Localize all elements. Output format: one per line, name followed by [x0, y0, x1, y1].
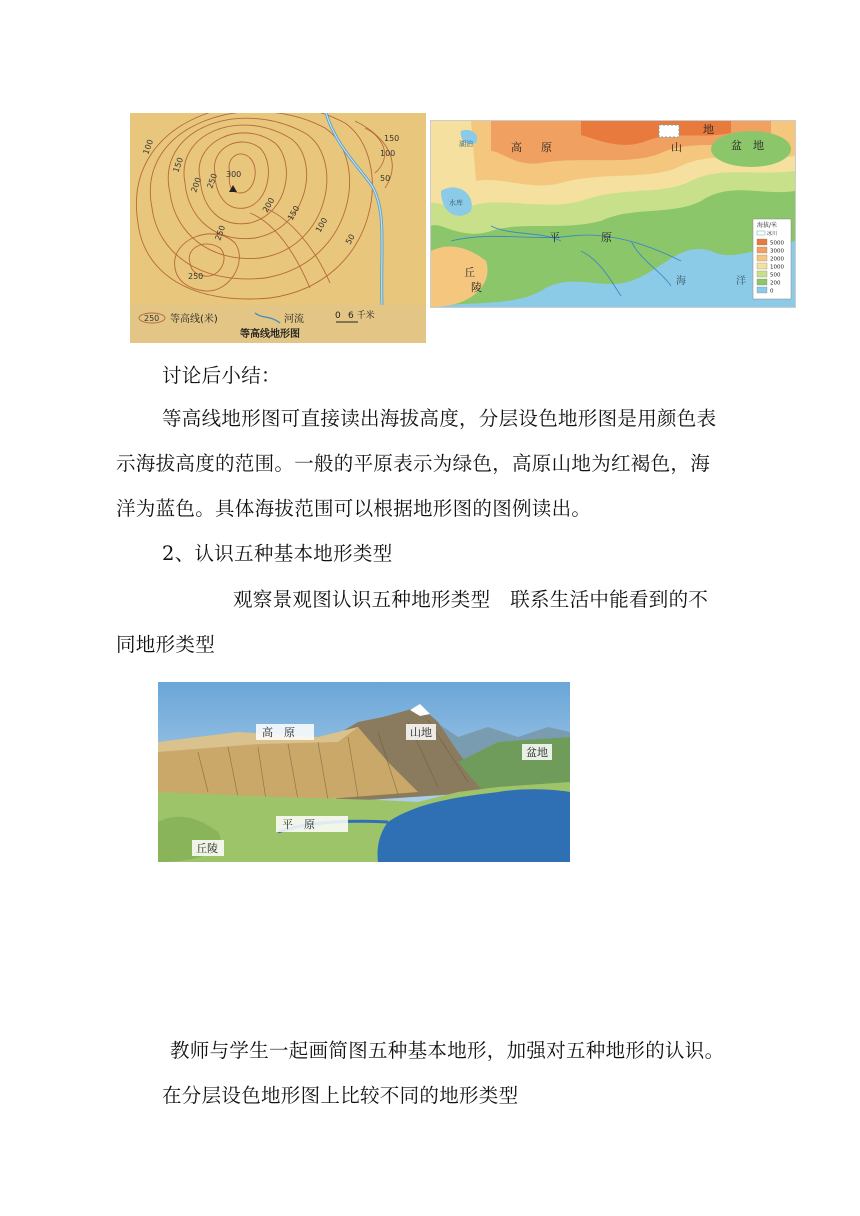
summary-line-3: 洋为蓝色。具体海拔范围可以根据地形图的图例读出。: [116, 497, 592, 520]
svg-text:海拔/米: 海拔/米: [757, 222, 778, 229]
svg-text:陵: 陵: [471, 281, 482, 294]
legend-value: 2000: [770, 256, 784, 263]
summary-line-1: 等高线地形图可直接读出海拔高度，分层设色地形图是用颜色表: [162, 407, 717, 430]
legend-swatch: [757, 255, 767, 261]
svg-text:150: 150: [384, 134, 400, 143]
svg-text:250: 250: [213, 224, 228, 242]
landscape-label-basin: 盆地: [526, 746, 548, 759]
teacher-line: 教师与学生一起画简图五种基本地形，加强对五种地形的认识。: [170, 1039, 725, 1062]
svg-text:50: 50: [343, 232, 357, 246]
observe-line-2: 同地形类型: [116, 633, 216, 656]
svg-text:平: 平: [549, 231, 560, 244]
svg-text:100: 100: [380, 149, 396, 158]
svg-text:250: 250: [188, 272, 204, 281]
legend-value: 5000: [770, 240, 784, 247]
landscape-label-plateau: 高 原: [262, 726, 295, 739]
landscape-label-mountain: 山地: [410, 726, 432, 739]
section-2-heading: 2、认识五种基本地形类型: [162, 542, 393, 565]
landscape-label-hill: 丘陵: [196, 842, 218, 855]
svg-text:200: 200: [260, 196, 277, 214]
svg-text:河流: 河流: [284, 314, 304, 325]
svg-text:0: 0: [335, 311, 341, 321]
svg-text:水库: 水库: [449, 199, 463, 207]
legend-value: 3000: [770, 248, 784, 255]
svg-text:50: 50: [380, 174, 391, 183]
legend-value: 1000: [770, 264, 784, 271]
svg-text:丘: 丘: [464, 266, 475, 279]
tint-map-legend: [753, 219, 791, 299]
svg-text:山: 山: [671, 141, 682, 154]
landscape-label-plain: 平 原: [282, 818, 315, 831]
landscape-illustration-figure: [158, 682, 570, 862]
legend-swatch: [757, 279, 767, 285]
contour-map-figure: [130, 113, 426, 343]
svg-text:洋: 洋: [736, 276, 746, 287]
legend-swatch: [757, 263, 767, 269]
landscape-illustration-svg: [158, 682, 570, 862]
summary-heading: 讨论后小结：: [162, 364, 281, 387]
svg-text:等高线(米): 等高线(米): [170, 314, 218, 325]
svg-text:海: 海: [676, 276, 686, 287]
compare-line: 在分层设色地形图上比较不同的地形类型: [162, 1084, 519, 1107]
svg-text:100: 100: [313, 216, 330, 234]
observe-line-1: 观察景观图认识五种地形类型 联系生活中能看到的不: [233, 588, 709, 611]
legend-value: 500: [770, 272, 781, 279]
svg-text:150: 150: [171, 156, 186, 174]
svg-text:湖泊: 湖泊: [459, 140, 473, 148]
svg-text:250: 250: [205, 172, 220, 190]
svg-text:冰川: 冰川: [767, 231, 778, 237]
legend-value: 0: [770, 288, 774, 295]
summary-line-2: 示海拔高度的范围。一般的平原表示为绿色，高原山地为红褐色，海: [116, 452, 711, 475]
layered-tint-map-svg: [431, 121, 795, 307]
svg-text:地: 地: [703, 123, 714, 136]
layered-tint-map-figure: [430, 120, 796, 308]
svg-text:高: 高: [511, 141, 522, 154]
svg-text:200: 200: [189, 176, 204, 194]
svg-text:地: 地: [753, 139, 764, 152]
svg-text:等高线地形图: 等高线地形图: [240, 329, 300, 340]
legend-swatch: [757, 247, 767, 253]
svg-text:6 千米: 6 千米: [348, 311, 375, 321]
svg-text:原: 原: [601, 231, 612, 244]
svg-text:盆: 盆: [731, 139, 742, 152]
svg-text:100: 100: [141, 138, 156, 156]
svg-text:300: 300: [226, 170, 242, 179]
legend-value: 200: [770, 280, 781, 287]
svg-text:原: 原: [541, 141, 552, 154]
legend-swatch: [757, 271, 767, 277]
svg-text:250: 250: [144, 314, 160, 323]
legend-swatch: [757, 239, 767, 245]
contour-map-svg: [130, 113, 426, 343]
svg-text:150: 150: [285, 204, 302, 222]
legend-swatch: [757, 287, 767, 293]
